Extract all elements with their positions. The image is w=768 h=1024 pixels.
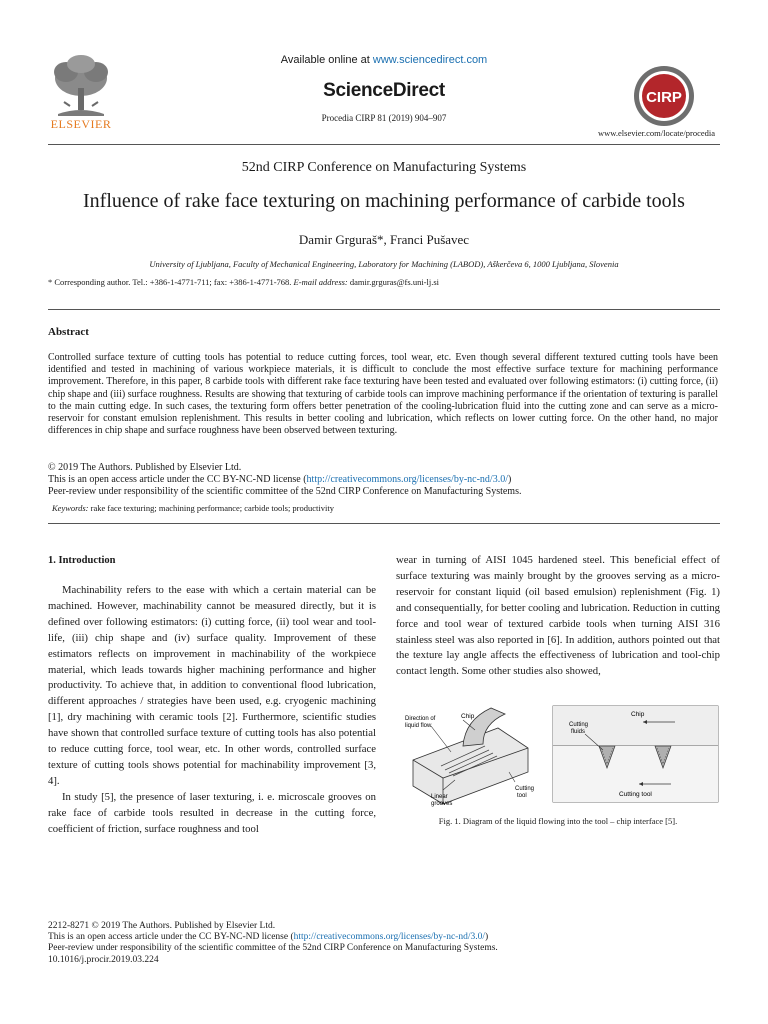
sciencedirect-link[interactable]: www.sciencedirect.com: [372, 54, 488, 66]
grooves-label-1: Linear: [431, 794, 448, 800]
cirp-logo: [626, 64, 702, 128]
section-heading-introduction: 1. Introduction: [48, 555, 116, 566]
footer-issn-line: 2212-8271 © 2019 The Authors. Published by Elsevier Ltd.: [48, 921, 276, 931]
corresponding-prefix: * Corresponding author. Tel.: +386-1-4771-711; fax: +386-1-4771-768.: [48, 277, 294, 287]
figure-1-caption: Fig. 1. Diagram of the liquid flowing into the tool – chip interface [5].: [438, 816, 678, 826]
right-column: [396, 553, 720, 680]
tool-label-1: Cutting: [515, 786, 535, 792]
keywords-label: Keywords:: [52, 503, 89, 513]
authors: Damir Grguraš*, Franci Pušavec: [298, 232, 470, 247]
license-line: [48, 474, 718, 486]
footer-license-prefix: This is an open access article under the CC BY-NC-ND license (: [48, 932, 294, 943]
license-link[interactable]: http://creativecommons.org/licenses/by-nc-nd/3.0/: [306, 474, 508, 485]
intro-paragraph: wear in turning of AISI 1045 hardened steel. This beneficial effect of surface texturing was mainly brought by the grooves serving as a micro-reservoir for constant liquid (oil based emulsion) replenishment (Fig. 1) and consequentially, for better cooling and lubrication. Reduction in cutting force and tool wear of textured carbide tools when turning AISI 316 stainless steel was also reported in [6]. In addition, authors pointed out that the texture lay angle affects the effectiveness of lubrication and tool-chip contact length. Some other studies also showed,: [396, 554, 720, 678]
sciencedirect-brand: ScienceDirect: [323, 80, 445, 101]
keywords: [52, 503, 720, 513]
footer-license-suffix: ): [485, 932, 489, 943]
email-address[interactable]: damir.grguras@fs.uni-lj.si: [347, 277, 440, 287]
grooves-label-2: grooves: [431, 801, 453, 807]
peer-review-line: Peer-review under responsibility of the scientific committee of the 52nd CIRP Conference on Manufacturing Systems.: [48, 486, 522, 497]
direction-label-2: liquid flow: [405, 723, 432, 729]
license-prefix: This is an open access article under the CC BY-NC-ND license (: [48, 474, 307, 485]
cutting-tool-label: Cutting tool: [619, 791, 652, 798]
email-label: E-mail address:: [293, 277, 348, 287]
copyright-block: [48, 462, 718, 498]
footer-block: [48, 921, 720, 966]
cirp-logo-text: CIRP: [646, 89, 682, 106]
copyright-line: © 2019 The Authors. Published by Elsevier Ltd.: [48, 462, 242, 473]
direction-label-1: Direction of: [405, 716, 436, 722]
affiliation: University of Ljubljana, Faculty of Mechanical Engineering, Laboratory for Machining (LABOD), Aškerčeva 6, 1000 Ljubljana, Slovenia: [149, 259, 619, 269]
license-suffix: ): [507, 474, 512, 485]
corresponding-author: [48, 277, 720, 287]
abstract-text: Controlled surface texture of cutting tools has potential to reduce cutting forces, tool wear, etc. Even though several different textured cutting tools have been identified and tested in machining of various workpiece materials, it is difficult to conclude the most effective surface texture for machining performance improvement. Therefore, in this paper, 8 carbide tools with different rake face texturing have been tested and evaluated over following estimators: (i) cutting force, (ii) chip shape and (iii) surface roughness. Results are showing that texturing of carbide tools can improve machining performance if the orientation of texturing is parallel to the main cutting edge. In such cases, the texturing form offers better penetration of the cooling-lubrication fluid into the cutting zone and can serve as a micro-reservoir for constant emulsion replenishment. This results in better cooling and lubrication, which reflects on lower cutting force. On the other hand, no major differences in chip shape and surface roughness have been observed between texturing.: [48, 352, 718, 437]
footer-license-line: [48, 932, 720, 943]
abstract-heading: Abstract: [48, 326, 89, 338]
intro-paragraph: Machinability refers to the ease with which a certain material can be machined. However, machinability cannot be measured directly, but it is defined over following estimators: (i) cutting force, (ii) tool wear and tool-life, (iii) chip shape and (iv) surface quality. Improvement of these estimators reflects on improvement in machinability of the workpiece material, which leads towards higher machining performance and higher productivity. To achieve that, in addition to conventional flood lubrication, different approaches / strategies have been used, e.g. cryogenic machining [1], dry machining with ceramic tools [2]. Furthermore, scientific studies have shown that controlled surface texture of cutting tools has also potential to reduce cutting force, tool wear, etc. In other words, controlled surface texture of cutting tools shows potential for machinability improvement [3, 4].: [48, 584, 376, 787]
fluids-label-2: fluids: [571, 729, 586, 735]
paper-title: Influence of rake face texturing on machining performance of carbide tools: [83, 190, 685, 212]
journal-reference: Procedia CIRP 81 (2019) 904–907: [321, 113, 447, 123]
conference-name: 52nd CIRP Conference on Manufacturing Systems: [241, 160, 527, 175]
tool-label-2: tool: [517, 793, 527, 799]
chip-label-right: Chip: [631, 711, 645, 718]
abstract-bottom-divider: [48, 523, 720, 524]
available-online-label: Available online at: [280, 54, 373, 66]
keywords-list: rake face texturing; machining performance; carbide tools; productivity: [88, 503, 334, 513]
footer-license-link[interactable]: http://creativecommons.org/licenses/by-nc-nd/3.0/: [293, 932, 485, 943]
elsevier-wordmark: ELSEVIER: [50, 117, 112, 131]
figure-1-diagram: [403, 700, 721, 808]
footer-peer-review-line: Peer-review under responsibility of the scientific committee of the 52nd CIRP Conference on Manufacturing Systems.: [48, 943, 498, 954]
fluids-label-1: Cutting: [569, 722, 589, 728]
left-column: [48, 583, 376, 838]
chip-label: Chip: [461, 713, 475, 720]
doi[interactable]: 10.1016/j.procir.2019.03.224: [48, 954, 159, 965]
header-divider: [48, 144, 720, 145]
cross-section-illustration: [553, 706, 718, 802]
journal-url: www.elsevier.com/locate/procedia: [598, 128, 715, 138]
abstract-top-divider: [48, 309, 720, 310]
intro-paragraph: In study [5], the presence of laser texturing, i. e. microscale grooves on rake face of carbide tools resulted in decrease in the cutting force, coefficient of friction, surface roughness and tool: [48, 790, 376, 835]
